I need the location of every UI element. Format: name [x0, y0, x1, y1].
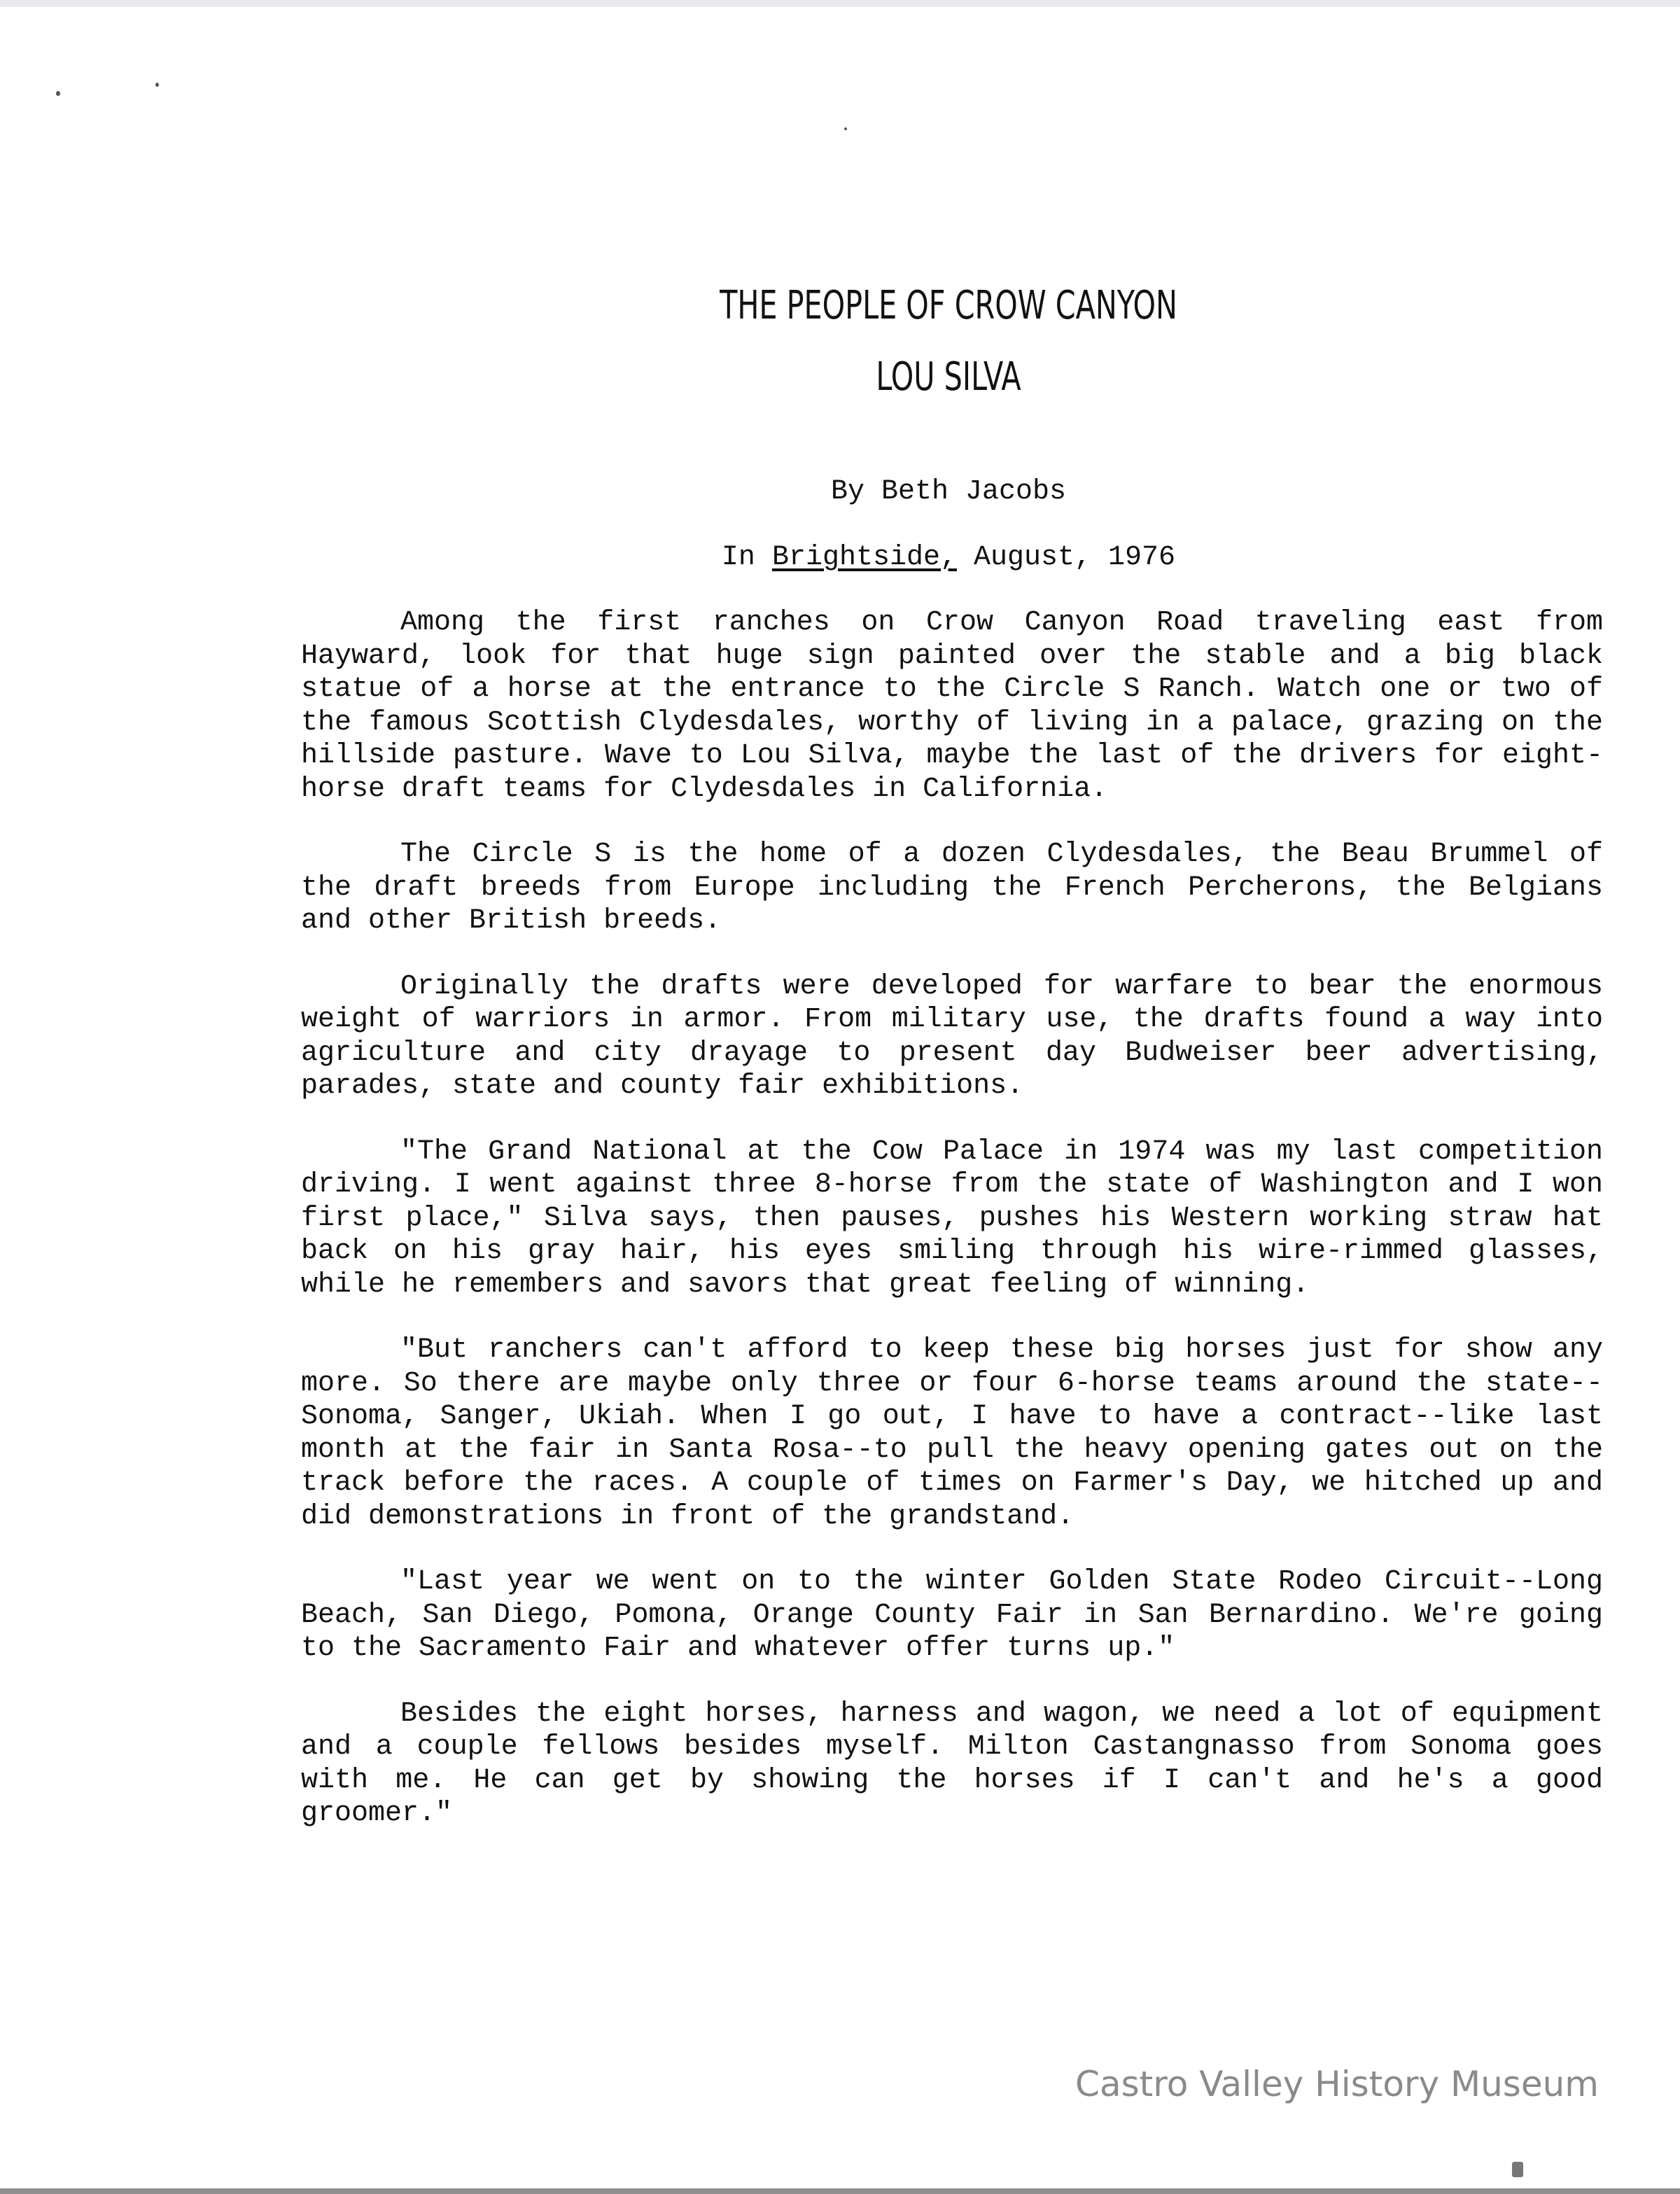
paragraph: "But ranchers can't afford to keep these big horses just for show any more. So there are maybe only three or four 6-horse teams around the state--Sonoma, Sanger, Ukiah. When I go out, I have to have a contract--like last month at the fair in Santa Rosa--to pull the heavy opening gates out on the track before the races. A couple of times on Farmer's Day, we hitched up and did demonstrations in front of the grandstand. — [301, 1334, 1603, 1532]
scan-bottom-edge — [0, 2188, 1680, 2194]
paragraph: "Last year we went on to the winter Golden State Rodeo Circuit--Long Beach, San Diego, Pomona, Orange County Fair in San Bernardino. We're going to the Sacramento Fair and whatever offer turns up." — [301, 1566, 1603, 1664]
document-subtitle: LOU SILVA — [876, 354, 1021, 400]
paragraph: Originally the drafts were developed for warfare to bear the enormous weight of warriors in armor. From military use, the drafts found a way into agriculture and city drayage to present day Budweiser beer advertising, parades, state and county fair exhibitions. — [301, 970, 1603, 1102]
scan-top-edge — [0, 0, 1680, 7]
publication-date: August, 1976 — [974, 542, 1176, 573]
publication-name: Brightside, — [771, 542, 957, 573]
document-title: THE PEOPLE OF CROW CANYON — [720, 283, 1177, 328]
museum-watermark: Castro Valley History Museum — [1075, 2064, 1599, 2104]
article-body — [301, 606, 1603, 1863]
paragraph: Besides the eight horses, harness and wagon, we need a lot of equipment and a couple fellows besides myself. Milton Castangnasso from Sonoma goes with me. He can get by showing the horses if I can't and he's a good groomer." — [301, 1698, 1603, 1829]
paragraph: The Circle S is the home of a dozen Clydesdales, the Beau Brummel of the draft breeds from Europe including the French Percherons, the Belgians and other British breeds. — [301, 839, 1603, 937]
publication-prefix: In — [721, 542, 755, 573]
paragraph: Among the first ranches on Crow Canyon Road traveling east from Hayward, look for that huge sign painted over the stable and a big black statue of a horse at the entrance to the Circle S Ranch. Watch one or two of the famous Scottish Clydesdales, worthy of living in a palace, grazing on the hillside pasture. Wave to Lou Silva, maybe the last of the drivers for eight-horse draft teams for Clydesdales in California. — [301, 607, 1603, 805]
byline: By Beth Jacobs — [830, 476, 1067, 508]
scan-speck — [844, 127, 847, 130]
paragraph: "The Grand National at the Cow Palace in 1974 was my last competition driving. I went against three 8-horse from the state of Washington and I won first place," Silva says, then pauses, pushes his Western working straw hat back on his gray hair, his eyes smiling through his wire-rimmed glasses, while he remembers and savors that great feeling of winning. — [301, 1136, 1603, 1301]
scan-speck — [1512, 2162, 1523, 2177]
scan-speck — [155, 83, 159, 87]
scan-speck — [56, 91, 60, 96]
publication-line — [0, 542, 1680, 573]
